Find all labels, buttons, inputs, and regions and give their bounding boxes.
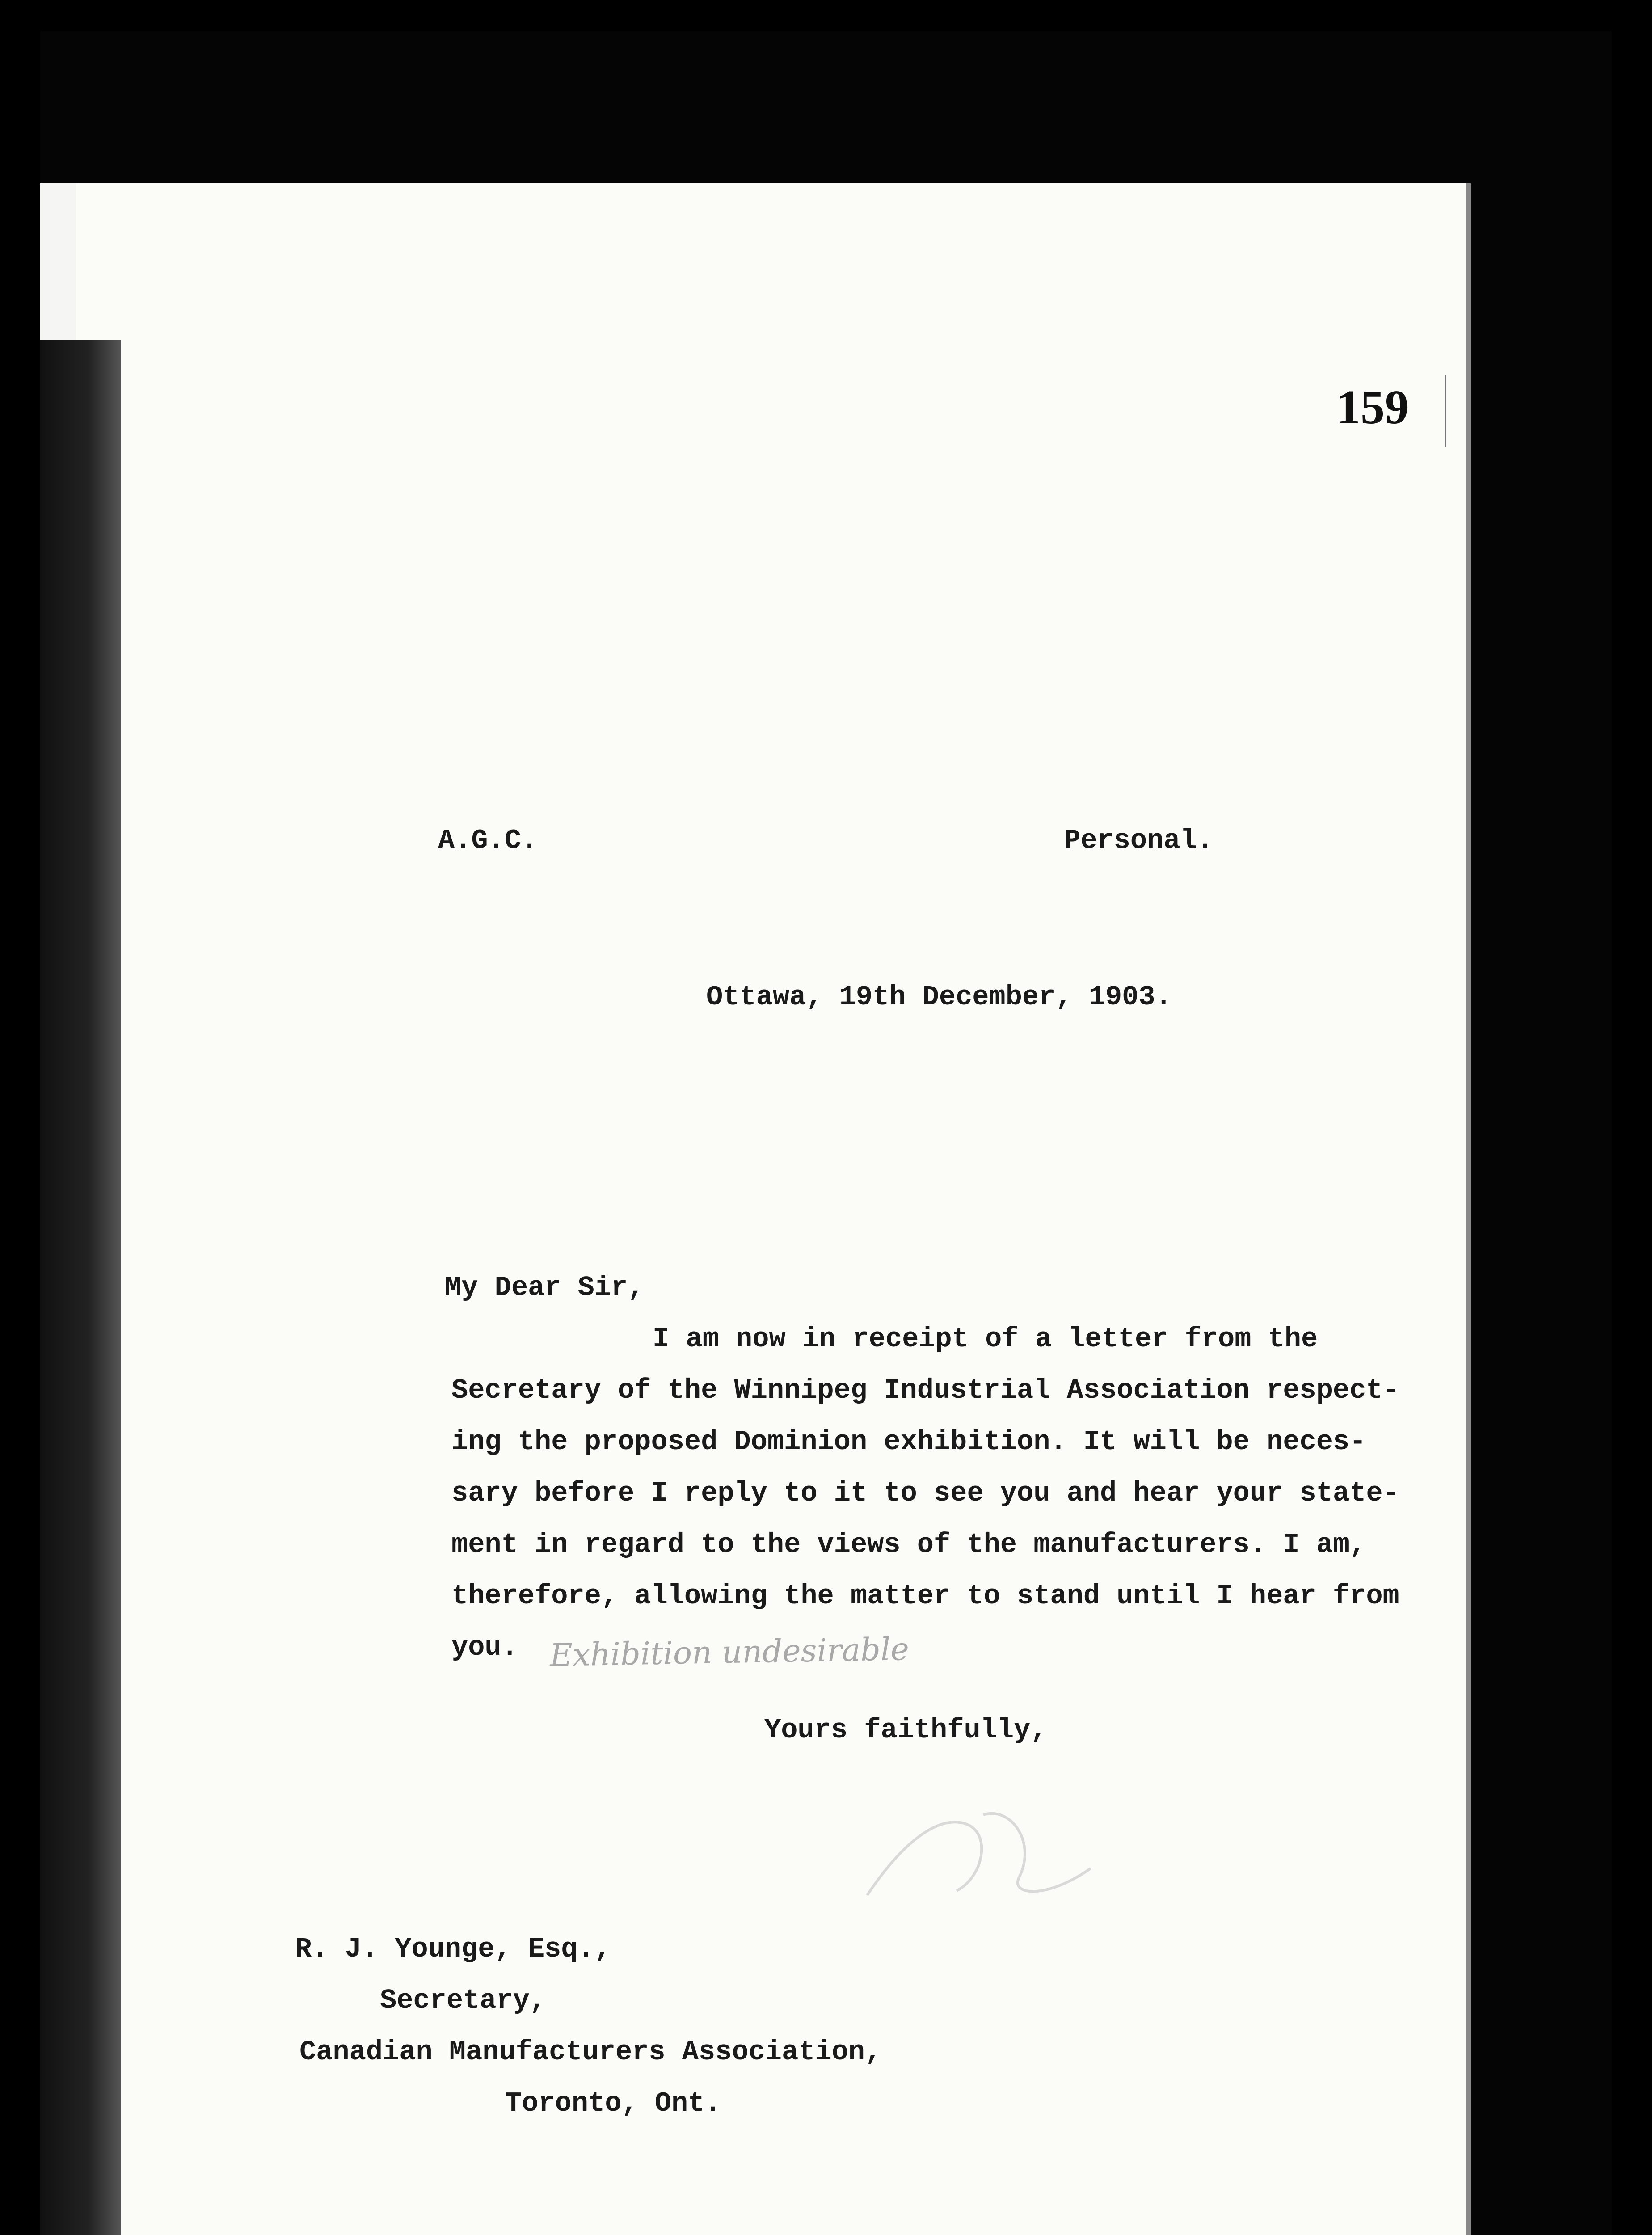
recipient-title: Secretary,: [380, 1985, 547, 2016]
binding-spine: [40, 340, 121, 2235]
closing: Yours faithfully,: [764, 1714, 1047, 1746]
top-black-band: [40, 31, 1612, 183]
body-line: ing the proposed Dominion exhibition. It will be neces-: [451, 1426, 1366, 1458]
body-line: Secretary of the Winnipeg Industrial Association respect-: [451, 1375, 1399, 1406]
body-line: I am now in receipt of a letter from the: [653, 1323, 1318, 1355]
handwritten-note: Exhibition undesirable: [549, 1630, 910, 1674]
faint-signature: [849, 1788, 1117, 1922]
body-line: you.: [451, 1632, 518, 1663]
header-initials: A.G.C.: [438, 825, 538, 856]
header-personal: Personal.: [1064, 825, 1214, 856]
body-line: therefore, allowing the matter to stand until I hear from: [451, 1580, 1399, 1612]
right-black-band: [1471, 31, 1612, 2235]
recipient-location: Toronto, Ont.: [505, 2087, 721, 2119]
body-line: sary before I reply to it to see you and hear your state-: [451, 1477, 1399, 1509]
salutation: My Dear Sir,: [445, 1272, 645, 1303]
dateline: Ottawa, 19th December, 1903.: [706, 981, 1172, 1013]
page-number-divider: [1445, 375, 1446, 447]
letter-sheet: [76, 183, 1471, 2235]
page-number: 159: [1336, 381, 1409, 434]
recipient-name: R. J. Younge, Esq.,: [295, 1933, 611, 1965]
recipient-organization: Canadian Manufacturers Association,: [299, 2036, 882, 2068]
body-line: ment in regard to the views of the manufacturers. I am,: [451, 1529, 1366, 1560]
